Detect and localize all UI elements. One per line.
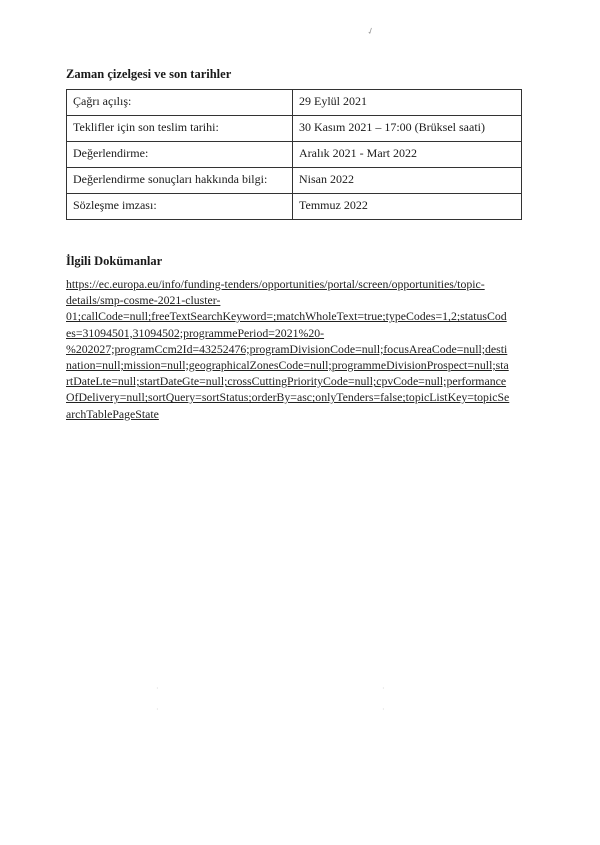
table-row [67,116,522,142]
link-line[interactable]: 01;callCode=null;freeTextSearchKeyword=;matchWholeText=true;typeCodes=1,2;statusCod [66,309,507,324]
row-value: 30 Kasım 2021 – 17:00 (Brüksel saati) [293,116,522,142]
table-row [67,194,522,220]
row-value: Aralık 2021 - Mart 2022 [293,142,522,168]
row-label: Sözleşme imzası: [67,194,293,220]
link-line[interactable]: nation=null;mission=null;geographicalZonesCode=null;programmeDivisionProspect=null;sta [66,358,509,373]
row-value: Temmuz 2022 [293,194,522,220]
row-value: 29 Eylül 2021 [293,90,522,116]
scan-speck: · [382,684,385,693]
link-line[interactable]: https://ec.europa.eu/info/funding-tenders/opportunities/portal/screen/opportunities/topic- [66,277,485,291]
timeline-heading: Zaman çizelgesi ve son tarihler [66,67,232,81]
timeline-table [66,89,522,220]
link-line[interactable]: details/smp-cosme-2021-cluster- [66,293,221,308]
table-row [67,90,522,116]
scan-speck: · [156,684,159,693]
link-line[interactable]: %202027;programCcm2Id=43252476;programDivisionCode=null;focusAreaCode=null;desti [66,341,508,356]
link-line[interactable]: OfDelivery=null;sortQuery=sortStatus;orderBy=asc;onlyTenders=false;topicListKey=topicSe [66,390,510,405]
scan-speck: · [382,705,385,714]
link-line[interactable]: es=31094501,31094502;programmePeriod=2021%20- [66,325,325,340]
row-label: Çağrı açılış: [67,90,293,116]
table-row [67,142,522,168]
row-value: Nisan 2022 [293,168,522,194]
row-label: Değerlendirme: [67,142,293,168]
row-label: Değerlendirme sonuçları hakkında bilgi: [67,168,293,194]
link-line[interactable]: rtDateLte=null;startDateGte=null;crossCuttingPriorityCode=null;cpvCode=null;performance [66,374,507,389]
scan-mark: ✓ [365,25,376,38]
link-line[interactable]: archTablePageState [66,406,159,421]
row-label: Teklifler için son teslim tarihi: [67,116,293,142]
related-docs-link[interactable] [66,276,524,422]
related-docs-heading: İlgili Dokümanlar [66,254,163,268]
scan-speck: · [156,705,159,714]
table-row [67,168,522,194]
